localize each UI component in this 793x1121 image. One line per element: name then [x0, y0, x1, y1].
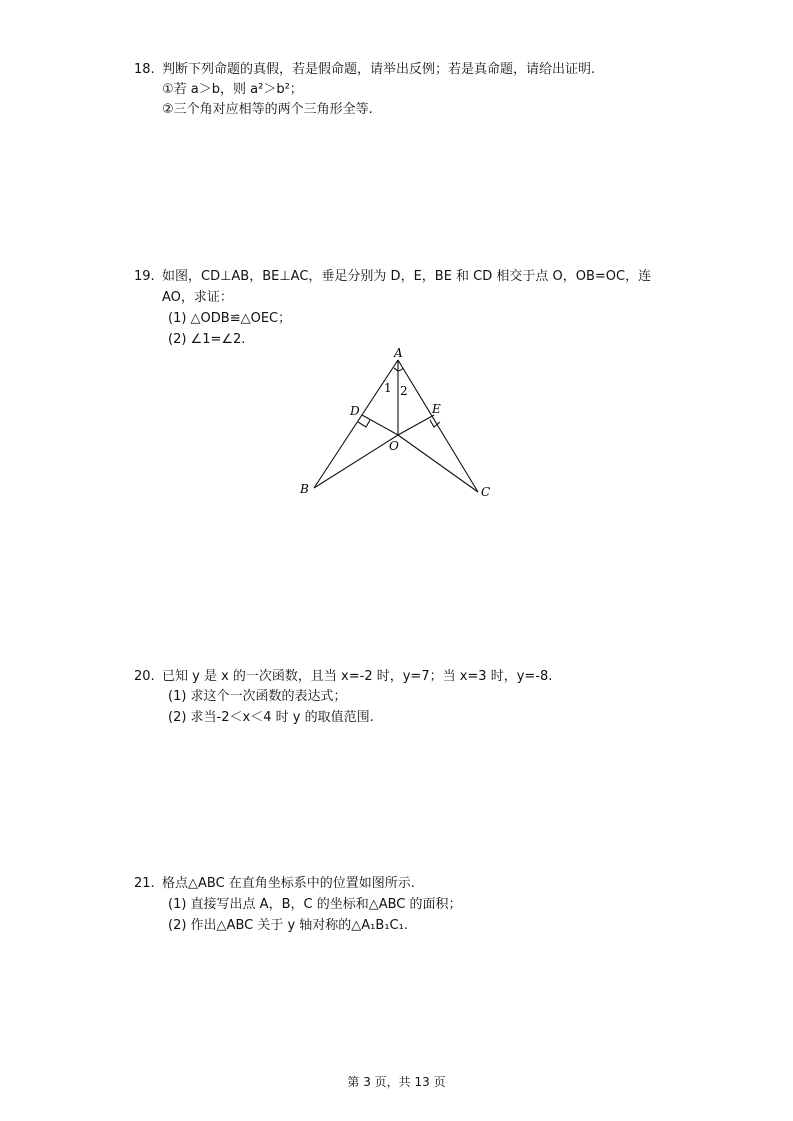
question-subpart: (1) △ODB≌△OEC；: [168, 311, 292, 326]
segment-ab: [314, 360, 398, 488]
angle-arc-2: [398, 368, 403, 371]
question-subpart: (1) 直接写出点 A，B，C 的坐标和△ABC 的面积；: [168, 897, 462, 912]
segment-bo: [314, 435, 398, 488]
right-angle-mark-d: [358, 420, 370, 427]
question-line: AO，求证：: [162, 290, 233, 305]
angle-label-1: 1: [384, 381, 392, 395]
segment-be: [398, 415, 434, 435]
point-label-o: O: [389, 439, 399, 453]
point-label-c: C: [481, 485, 491, 499]
question-subpart: (2) 作出△ABC 关于 y 轴对称的△A₁B₁C₁.: [168, 918, 408, 933]
angle-label-2: 2: [400, 384, 408, 398]
point-label-e: E: [432, 402, 441, 416]
question-text: 如图，CD⊥AB，BE⊥AC，垂足分别为 D，E，BE 和 CD 相交于点 O，OB=OC，连: [162, 269, 652, 284]
question-text: 格点△ABC 在直角坐标系中的位置如图所示.: [162, 876, 415, 891]
question-number: 18.: [134, 62, 155, 77]
question-number: 19.: [134, 269, 155, 284]
question-subpart: (2) ∠1=∠2.: [168, 332, 246, 347]
question-text: 判断下列命题的真假，若是假命题，请举出反例；若是真命题，请给出证明.: [162, 62, 596, 77]
segment-ac: [398, 360, 478, 492]
segment-co: [398, 435, 478, 492]
point-label-d: D: [350, 404, 360, 418]
page-footer: 第 3 页，共 13 页: [347, 1075, 446, 1089]
angle-arc-1: [394, 368, 398, 371]
question-number: 20.: [134, 669, 155, 684]
question-number: 21.: [134, 876, 155, 891]
question-line: ①若 a＞b，则 a²＞b²；: [162, 82, 303, 97]
geometry-figure: [290, 340, 510, 510]
question-subpart: (2) 求当-2＜x＜4 时 y 的取值范围.: [168, 710, 374, 725]
question-subpart: (1) 求这个一次函数的表达式；: [168, 689, 347, 704]
question-text: 已知 y 是 x 的一次函数，且当 x=-2 时，y=7；当 x=3 时，y=-8.: [162, 669, 553, 684]
point-label-b: B: [300, 482, 309, 496]
point-label-a: A: [394, 346, 403, 360]
question-line: ②三个角对应相等的两个三角形全等.: [162, 102, 373, 117]
